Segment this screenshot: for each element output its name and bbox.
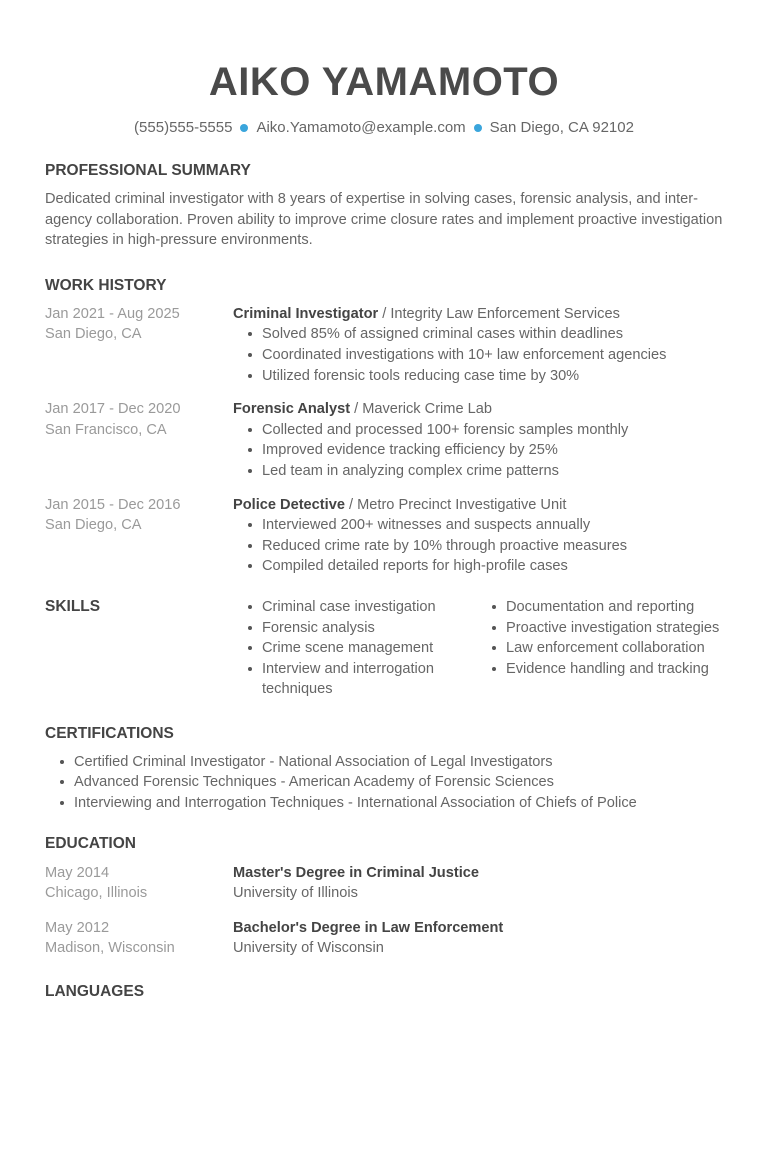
skills-section	[45, 597, 723, 700]
job-title-line	[233, 304, 723, 325]
email-address[interactable]: Aiko.Yamamoto@example.com	[256, 119, 466, 136]
job-location: San Francisco, CA	[45, 421, 167, 438]
education-school: University of Illinois	[233, 885, 358, 902]
job-bullet: Reduced crime rate by 10% through proactive measures	[262, 536, 723, 557]
education-location: Chicago, Illinois	[45, 885, 148, 902]
job-dates: Jan 2021 - Aug 2025	[45, 305, 180, 322]
location: San Diego, CA 92102	[489, 119, 634, 136]
job-bullets	[233, 420, 723, 482]
job-bullet: Interviewed 200+ witnesses and suspects annually	[262, 515, 723, 536]
work-history-heading: WORK HISTORY	[45, 276, 167, 294]
education-entry	[45, 863, 723, 904]
job-dates: Jan 2015 - Dec 2016	[45, 496, 181, 513]
education-date: May 2014	[45, 864, 110, 881]
certification-item: Certified Criminal Investigator - National Association of Legal Investigators	[74, 752, 723, 773]
skill-item: Proactive investigation strategies	[506, 618, 756, 639]
job-details	[233, 399, 723, 481]
job-bullet: Collected and processed 100+ forensic samples monthly	[262, 420, 723, 441]
certification-item: Advanced Forensic Techniques - American Academy of Forensic Sciences	[74, 772, 723, 793]
job-entry	[45, 304, 723, 386]
education-degree: Master's Degree in Criminal Justice	[233, 864, 479, 881]
job-bullets	[233, 515, 723, 577]
job-meta	[45, 399, 233, 481]
education-details	[233, 918, 723, 959]
job-role: Criminal Investigator	[233, 305, 379, 322]
certifications-list	[45, 752, 723, 814]
job-role: Forensic Analyst	[233, 401, 351, 418]
separator-dot-icon	[240, 124, 248, 132]
job-employer: / Integrity Law Enforcement Services	[378, 305, 620, 322]
summary-heading: PROFESSIONAL SUMMARY	[45, 162, 251, 179]
certifications-heading: CERTIFICATIONS	[45, 724, 174, 742]
job-bullet: Coordinated investigations with 10+ law enforcement agencies	[262, 345, 723, 366]
work-history-list	[45, 304, 723, 577]
job-bullet: Led team in analyzing complex crime patterns	[262, 461, 723, 482]
skill-item: Criminal case investigation	[262, 597, 477, 618]
job-entry	[45, 495, 723, 577]
job-title-line	[233, 399, 723, 420]
education-entry	[45, 918, 723, 959]
skill-item: Evidence handling and tracking	[506, 659, 756, 680]
education-meta	[45, 918, 233, 959]
job-bullet: Compiled detailed reports for high-profile cases	[262, 556, 723, 577]
education-school: University of Wisconsin	[233, 940, 384, 957]
skill-item: Law enforcement collaboration	[506, 638, 756, 659]
education-heading: EDUCATION	[45, 834, 136, 852]
education-location: Madison, Wisconsin	[45, 940, 175, 957]
job-role: Police Detective	[233, 496, 345, 513]
contact-line	[45, 118, 723, 138]
job-meta	[45, 304, 233, 386]
skills-heading: SKILLS	[45, 597, 101, 615]
job-details	[233, 495, 723, 577]
job-bullet: Improved evidence tracking efficiency by 25%	[262, 440, 723, 461]
job-entry	[45, 399, 723, 481]
skill-item: Documentation and reporting	[506, 597, 756, 618]
skills-list-right	[477, 597, 756, 700]
separator-dot-icon	[474, 124, 482, 132]
job-meta	[45, 495, 233, 577]
skills-columns	[233, 597, 756, 700]
job-dates: Jan 2017 - Dec 2020	[45, 401, 181, 418]
job-employer: / Maverick Crime Lab	[350, 401, 492, 418]
skill-item: Interview and interrogation techniques	[262, 659, 477, 700]
job-location: San Diego, CA	[45, 517, 142, 534]
job-details	[233, 304, 723, 386]
languages-heading: LANGUAGES	[45, 983, 145, 1001]
phone-number: (555)555-5555	[134, 119, 233, 136]
education-details	[233, 863, 723, 904]
job-bullet: Solved 85% of assigned criminal cases within deadlines	[262, 324, 723, 345]
summary-text: Dedicated criminal investigator with 8 years of expertise in solving cases, forensic analysis, and inter-agency collaboration. Proven ability to improve crime closure rates and implement proactive investigation strategies in high-pressure environments.	[45, 191, 723, 249]
skill-item: Forensic analysis	[262, 618, 477, 639]
skill-item: Crime scene management	[262, 638, 477, 659]
certification-item: Interviewing and Interrogation Techniques - International Association of Chiefs of Police	[74, 793, 723, 814]
skills-list-left	[233, 597, 477, 700]
education-degree: Bachelor's Degree in Law Enforcement	[233, 919, 504, 936]
education-date: May 2012	[45, 919, 110, 936]
job-bullet: Utilized forensic tools reducing case time by 30%	[262, 366, 723, 387]
candidate-name: AIKO YAMAMOTO	[208, 60, 560, 104]
job-employer: / Metro Precinct Investigative Unit	[344, 496, 567, 513]
job-location: San Diego, CA	[45, 326, 142, 343]
job-bullets	[233, 324, 723, 386]
education-meta	[45, 863, 233, 904]
job-title-line	[233, 495, 723, 516]
